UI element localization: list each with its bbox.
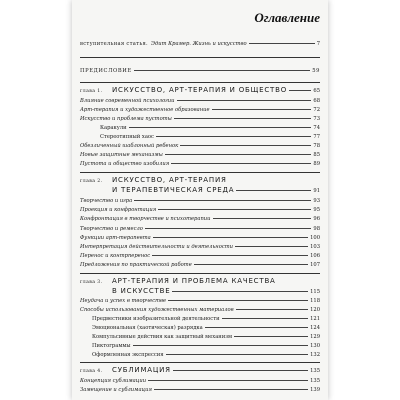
entry-title: Компульсивные действия как защитный механизм	[92, 334, 233, 340]
leader-line	[168, 300, 308, 301]
entry-title: Обезличенный шаблонный ребенок	[80, 143, 179, 149]
toc-subentry	[92, 334, 320, 340]
entry-page: 124	[310, 325, 320, 331]
toc-entry	[80, 378, 320, 384]
entry-title: Концепция сублимации	[80, 378, 147, 384]
leader-line	[129, 127, 312, 128]
chapter-page: 91	[313, 188, 320, 194]
entry-page: 130	[310, 343, 320, 349]
toc-entry	[80, 107, 320, 113]
toc-subentry	[100, 125, 320, 131]
divider	[80, 172, 320, 173]
toc-subentry	[92, 343, 320, 349]
intro-title: Эдит Крамер. Жизнь и искусство	[150, 41, 247, 47]
chapter-title-line-2: В ИСКУССТВЕ	[112, 287, 171, 295]
entry-title: Предложения по практической работе	[80, 262, 192, 268]
leader-line	[289, 90, 311, 91]
chapter-number: глава 4.	[80, 369, 103, 374]
toc-entry	[80, 207, 320, 213]
entry-title: Функции арт-терапевта	[80, 235, 151, 241]
chapter-title-line-1: ИСКУССТВО, АРТ-ТЕРАПИЯ	[112, 176, 227, 184]
entry-page: 139	[310, 387, 320, 393]
toc-subentry	[92, 352, 320, 358]
leader-line	[156, 136, 311, 137]
entry-title: Проекция и конфронтация	[80, 207, 157, 213]
toc-entry	[80, 307, 320, 313]
entry-page: 85	[313, 152, 320, 158]
leader-line	[152, 255, 308, 256]
leader-line	[180, 145, 311, 146]
toc-entry	[80, 387, 320, 393]
chapter-number: глава 1.	[80, 89, 103, 94]
entry-page: 100	[310, 235, 320, 241]
leader-line	[145, 228, 311, 229]
leader-line	[249, 43, 315, 44]
leader-line	[236, 190, 311, 191]
toc-entry	[80, 298, 320, 304]
leader-line	[133, 345, 309, 346]
toc-entry	[80, 235, 320, 241]
entry-title: Пиктограммы	[92, 343, 131, 349]
toc-subentry	[92, 316, 320, 322]
entry-title: Перенос и контрперенос	[80, 253, 151, 259]
entry-title: Эмоциональная (хаотическая) разрядка	[92, 325, 203, 331]
chapter-2-heading-line-2	[112, 186, 320, 194]
leader-line	[148, 380, 308, 381]
leader-line	[171, 163, 311, 164]
entry-page: 95	[313, 207, 320, 213]
entry-title: Оформленная экспрессия	[92, 352, 164, 358]
entry-page: 118	[310, 298, 320, 304]
entry-title: Способы использования художественных материалов	[80, 307, 234, 313]
entry-page: 68	[313, 98, 320, 104]
leader-line	[172, 291, 308, 292]
toc-entry	[80, 98, 320, 104]
entry-page: 93	[313, 198, 320, 204]
entry-page: 96	[313, 216, 320, 222]
chapter-4-heading	[80, 366, 320, 374]
toc-entry	[80, 244, 320, 250]
leader-line	[212, 109, 312, 110]
chapter-title: СУБЛИМАЦИЯ	[112, 366, 171, 374]
entry-title: Влияние современной психологии	[80, 98, 175, 104]
entry-page: 106	[310, 253, 320, 259]
entry-title: Творчество и игра	[80, 198, 133, 204]
leader-line	[213, 218, 312, 219]
entry-title: Пустота и общество изобилия	[80, 161, 170, 167]
entry-page: 107	[310, 262, 320, 268]
entry-page: 135	[310, 378, 320, 384]
entry-page: 129	[310, 334, 320, 340]
toc-entry	[80, 161, 320, 167]
entry-page: 77	[313, 134, 320, 140]
toc-entry	[80, 143, 320, 149]
divider	[80, 82, 320, 83]
chapter-number: глава 3.	[80, 280, 103, 285]
leader-line	[222, 318, 309, 319]
leader-line	[174, 118, 312, 119]
leader-line	[235, 246, 308, 247]
toc-entry	[80, 116, 320, 122]
entry-title: Неудача и успех в творчестве	[80, 298, 167, 304]
book-page	[72, 0, 328, 400]
toc-entry	[80, 198, 320, 204]
entry-title: Каракули	[100, 125, 127, 131]
toc-entry	[80, 226, 320, 232]
entry-page: 74	[313, 125, 320, 131]
chapter-title-line-2: И ТЕРАПЕВТИЧЕСКАЯ СРЕДА	[112, 186, 235, 194]
entry-title: Искусство и проблема пустоты	[80, 116, 172, 122]
entry-title: Конфронтация в творчестве и психотерапии	[80, 216, 211, 222]
leader-line	[194, 264, 308, 265]
intro-lead: вступительная статья.	[80, 41, 148, 47]
chapter-3-heading	[80, 277, 320, 285]
toc-preface-entry	[80, 68, 320, 74]
leader-line	[153, 237, 308, 238]
divider	[80, 273, 320, 274]
leader-line	[173, 370, 308, 371]
leader-line	[177, 100, 312, 101]
entry-title: Замещение и сублимация	[80, 387, 152, 393]
chapter-page: 135	[310, 368, 320, 374]
leader-line	[134, 200, 311, 201]
page-title: Оглавление	[254, 10, 320, 25]
chapter-number: глава 2.	[80, 179, 103, 184]
toc-entry	[80, 253, 320, 259]
entry-page: 98	[313, 226, 320, 232]
toc-entry	[80, 152, 320, 158]
entry-page: 73	[313, 116, 320, 122]
entry-title: Стереотипный хаос	[100, 134, 154, 140]
entry-page: 72	[313, 107, 320, 113]
toc-subentry	[100, 134, 320, 140]
chapter-1-heading	[80, 86, 320, 94]
toc-entry	[80, 262, 320, 268]
leader-line	[234, 336, 308, 337]
leader-line	[158, 209, 311, 210]
chapter-2-heading	[80, 176, 320, 184]
divider	[80, 57, 320, 58]
entry-title: Творчество и ремесло	[80, 226, 143, 232]
chapter-title-line-1: АРТ-ТЕРАПИЯ И ПРОБЛЕМА КАЧЕСТВА	[112, 277, 276, 285]
toc-intro-entry	[80, 41, 320, 47]
chapter-title: ИСКУССТВО, АРТ-ТЕРАПИЯ И ОБЩЕСТВО	[112, 86, 288, 94]
entry-page: 78	[313, 143, 320, 149]
entry-page: 132	[310, 352, 320, 358]
divider	[80, 362, 320, 363]
entry-title: Интерпретация действительности и деятельности	[80, 244, 233, 250]
chapter-page: 115	[310, 289, 320, 295]
preface-page: 59	[312, 68, 320, 74]
entry-title: Арт-терапия и художественное образование	[80, 107, 210, 113]
toc-entry	[80, 216, 320, 222]
entry-page: 89	[313, 161, 320, 167]
leader-line	[205, 327, 308, 328]
entry-page: 103	[310, 244, 320, 250]
entry-page: 120	[310, 307, 320, 313]
entry-title: Новые защитные механизмы	[80, 152, 163, 158]
chapter-page: 65	[313, 88, 320, 94]
intro-page: 7	[316, 41, 320, 47]
entry-page: 121	[310, 316, 320, 322]
leader-line	[165, 154, 312, 155]
leader-line	[154, 389, 308, 390]
toc-subentry	[92, 325, 320, 331]
leader-line	[236, 309, 308, 310]
leader-line	[134, 70, 310, 71]
chapter-3-heading-line-2	[112, 287, 320, 295]
preface-title: ПРЕДИСЛОВИЕ	[80, 68, 132, 74]
entry-title: Предвестники изобразительной деятельности	[92, 316, 220, 322]
leader-line	[166, 354, 309, 355]
